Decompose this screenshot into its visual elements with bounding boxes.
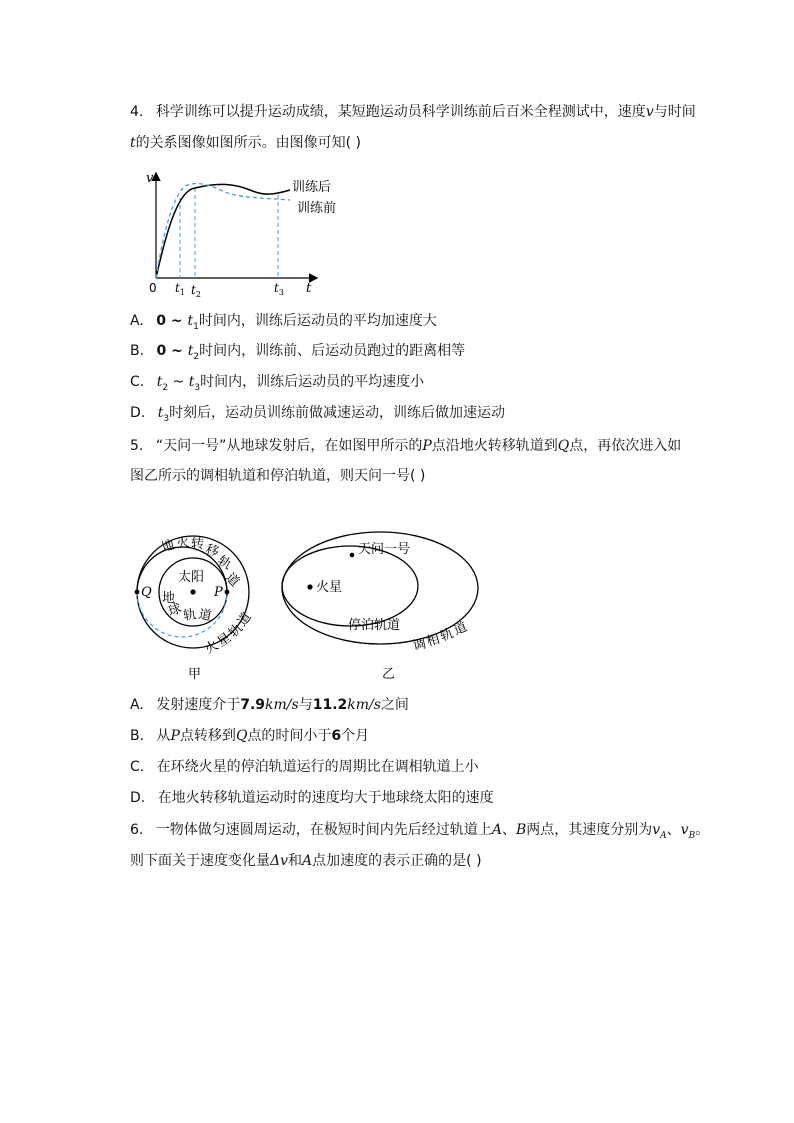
q6-stem-line2: 则下面关于速度变化量Δv和A点加速度的表示正确的是( ) [130, 853, 482, 869]
parking-orbit [282, 546, 418, 626]
probe-label: 天问一号 [358, 542, 411, 557]
q5-option-a[interactable]: A. 发射速度介于7.9km/s与11.2km/s之间 [130, 697, 409, 713]
q4-velocity-time-graph [140, 168, 350, 298]
transfer-label-char: 道 [222, 570, 242, 591]
phasing-label-char: 调 [411, 636, 428, 654]
probe-dot [350, 553, 355, 558]
phasing-label-char: 道 [451, 619, 470, 639]
transfer-label-char: 轨 [215, 553, 234, 573]
q4-option-a[interactable]: A. 0 ~ $t_1$时间内，训练后运动员的平均加速度大 [130, 313, 437, 332]
phasing-label-char: 相 [424, 631, 442, 650]
option-label: C. [130, 759, 145, 775]
mars-label-char: 星 [214, 630, 234, 651]
q4-stem-line1 [130, 102, 696, 122]
q4-var-v: v [645, 104, 654, 120]
q4-option-b[interactable]: B. 0 ~ $t_2$时间内，训练前、后运动员跑过的距离相等 [130, 343, 466, 362]
q4-text3: 的关系图像如图所示。由图像可知( ) [135, 135, 362, 151]
q4-option-d[interactable]: D. $t_3$时刻后，运动员训练前做减速运动，训练后做加速运动 [130, 405, 506, 424]
q4-number: 4. [130, 104, 144, 120]
v-axis-label: v [146, 171, 154, 186]
q4-var-t: t [130, 135, 136, 151]
t-axis-label: t [306, 281, 312, 296]
legend-trained: 训练后 [292, 180, 332, 195]
origin-label: 0 [149, 281, 157, 295]
earth-label-char: 轨 [182, 607, 198, 624]
mars-label-char: 轨 [226, 621, 247, 641]
t1-label: $t_1$ [175, 281, 185, 297]
option-label: A. [130, 697, 144, 713]
sun-dot [190, 589, 195, 594]
q5-option-d[interactable]: D. 在地火转移轨道运动时的速度均大于地球绕太阳的速度 [130, 790, 494, 806]
transfer-label-char: 转 [191, 537, 205, 552]
option-label: D. [130, 405, 146, 421]
point-q [135, 590, 140, 595]
q4-text2: 与时间 [653, 104, 696, 120]
transfer-label-char: 移 [203, 542, 221, 561]
q4-stem-line2 [130, 133, 361, 153]
caption-jia: 甲 [188, 667, 202, 682]
caption-yi: 乙 [382, 667, 396, 682]
q4-text1: 科学训练可以提升运动成绩，某短跑运动员科学训练前后百米全程测试中，速度 [155, 104, 646, 120]
q5-option-b[interactable]: B. 从P点转移到Q点的时间小于6个月 [130, 728, 370, 744]
mars-label-char: 道 [234, 610, 255, 630]
p-label: P [214, 585, 223, 600]
phasing-label-char: 轨 [438, 626, 456, 645]
t2-label: $t_2$ [191, 283, 201, 298]
q5-option-c[interactable]: C. 在环绕火星的停泊轨道运行的周期比在调相轨道上小 [130, 759, 479, 775]
q5-figure-yi [278, 528, 488, 684]
option-label: A. [130, 313, 144, 329]
untrained-curve [156, 184, 290, 278]
mars-label-char: 火 [202, 637, 222, 658]
option-label: B. [130, 728, 145, 744]
point-p [225, 590, 230, 595]
parking-label: 停泊轨道 [348, 618, 401, 633]
option-label: B. [130, 343, 145, 359]
legend-untrained: 训练前 [297, 201, 337, 216]
transfer-label-char: 火 [175, 535, 191, 552]
mars-dot [307, 584, 312, 589]
q-label: Q [141, 585, 152, 600]
option-label: C. [130, 374, 145, 390]
q5-stem-line2: 图乙所示的调相轨道和停泊轨道，则天问一号( ) [130, 468, 426, 484]
earth-label-char: 地 [162, 591, 176, 606]
t3-label: $t_3$ [274, 281, 284, 297]
q6-stem-line1: 6. 一物体做匀速圆周运动，在极短时间内先后经过轨道上A、B两点，其速度分别为$v_A$、$v_B$。 [130, 822, 710, 841]
option-label: D. [130, 790, 146, 806]
sun-label: 太阳 [178, 570, 205, 585]
transfer-label-char: 地 [159, 537, 177, 556]
q5-number: 5. [130, 438, 144, 454]
q5-stem-line1: 5. “天问一号”从地球发射后，在如图甲所示的P点沿地火转移轨道到Q点，再依次进入如 [130, 438, 682, 454]
q5-figure-jia [128, 528, 268, 684]
q4-option-c[interactable]: C. $t_2$ ~ $t_3$时间内，训练后运动员的平均速度小 [130, 374, 425, 393]
earth-label-char: 道 [197, 607, 213, 625]
q6-number: 6. [130, 822, 144, 838]
earth-label-char: 球 [166, 601, 184, 620]
mars-label: 火星 [316, 580, 343, 595]
